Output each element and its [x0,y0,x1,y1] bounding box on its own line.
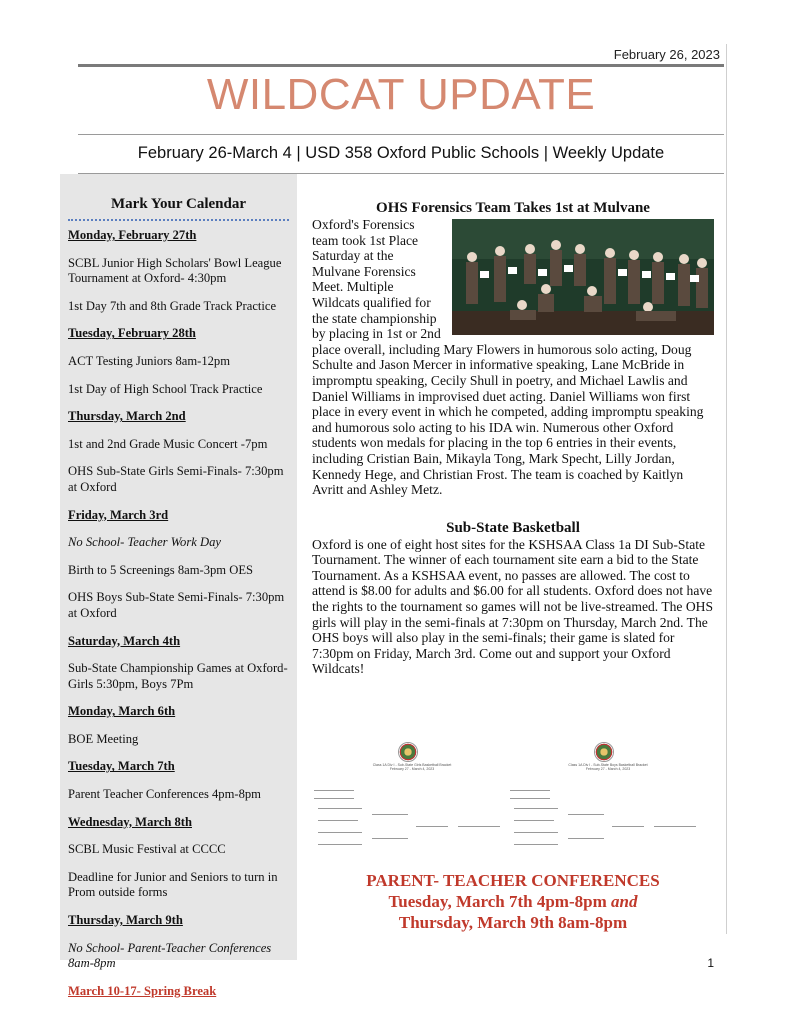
calendar-day: Monday, February 27th [68,228,197,242]
kshsaa-seal-icon [398,742,418,762]
calendar-day: Monday, March 6th [68,704,176,719]
newsletter-subtitle: February 26-March 4 | USD 358 Oxford Public Schools | Weekly Update [137,144,665,162]
calendar-event: 1st Day 7th and 8th Grade Track Practice [68,298,277,313]
calendar-event: 1st Day of High School Track Practice [68,381,263,396]
bracket-images [312,738,722,858]
calendar-day: Thursday, March 2nd [68,409,186,424]
title-divider [78,134,724,135]
calendar-event: Birth to 5 Screenings 8am-3pm OES [68,562,254,577]
calendar-event: 1st and 2nd Grade Music Concert -7pm [68,436,268,451]
girls-bracket [312,738,508,856]
conferences-tuesday [312,891,714,912]
bracket-title-text: Class 1A Div I - Sub-State Girls Basketball Bracket [372,763,452,767]
forensics-body: Oxford's Forensics team took 1st Place Saturday at the Mulvane Forensics Meet. Multiple Wildcats qualified for the state championship by placing in 1st or 2nd place overall, including Mary Flowers in humorous solo acting, Doug Schulte and Jason Mercer in informative speaking, Lane McBride in impromptu speaking, Cecily Shull in poetry, and Michael Lawlis and Daniel Williams in improvised duet acting. Daniel Williams won first place in every event in which he competed, adding impromptu speaking and humorous solo acting to his IDA win. Numerous other Oxford students won medals for placing in the top 6 entries in their events, including Cristian Bain, Mikayla Tong, Mark Specht, Lilly Jordan, Kennedy Hege, and Christian Frost. The team is coached by Kaitlyn Avritt and Ashley Metz. [312,217,704,498]
calendar-event: SCBL Music Festival at CCCC [68,842,226,857]
bracket-dates-text: February 27 - March 4, 2023 [585,767,631,771]
bracket-dates-text: February 27 - March 4, 2023 [389,767,435,771]
basketball-heading: Sub-State Basketball [446,519,580,536]
calendar-day: Thursday, March 9th [68,913,183,928]
conferences-heading: PARENT- TEACHER CONFERENCES [366,871,660,890]
main-column [312,200,714,677]
dotted-divider [68,219,289,221]
issue-date: February 26, 2023 [613,47,720,62]
calendar-heading: Mark Your Calendar [111,196,246,212]
calendar-event: BOE Meeting [68,731,139,746]
boys-bracket [508,738,704,856]
conferences-tuesday-text: Tuesday, March 7th 4pm-8pm [388,892,611,911]
calendar-day: Wednesday, March 8th [68,814,192,829]
calendar-event: Parent Teacher Conferences 4pm-8pm [68,787,261,802]
calendar-day: Saturday, March 4th [68,633,181,648]
basketball-body: Oxford is one of eight host sites for the KSHSAA Class 1a DI Sub-State Tournament. The winner of each tournament site earn a bid to the State Tournament. As a KSHSAA event, no passes are allowed. The cost to attend is $8.00 for adults and $6.00 for all students. Oxford does not have the rights to the tournament so games will not be live-streamed. The OHS girls will play in the semi-finals at 7:30pm on Thursday, March 2nd. The OHS boys will also play in the semi-finals; their game is slated for 7:30pm on Friday, March 3rd. Come out and support your Oxford Wildcats! [312,536,714,677]
girls-bracket-title [342,763,482,771]
newsletter-title: WILDCAT UPDATE [206,70,596,119]
forensics-article [312,217,714,498]
team-photo-image [452,219,714,335]
calendar-event: OHS Boys Sub-State Semi-Finals- 7:30pm at Oxford [68,590,285,620]
calendar-day: Friday, March 3rd [68,507,169,522]
page-border-line [726,44,727,934]
calendar-list [68,228,293,1011]
kshsaa-seal-icon [594,742,614,762]
calendar-event: No School- Teacher Work Day [68,535,221,550]
calendar-sidebar [60,174,297,998]
calendar-event: OHS Sub-State Girls Semi-Finals- 7:30pm at Oxford [68,464,284,494]
header-top-bar [78,64,724,67]
calendar-day: Tuesday, March 7th [68,759,175,774]
calendar-event: Sub-State Championship Games at Oxford- Girls 5:30pm, Boys 7Pm [68,661,288,691]
calendar-event: No School- Parent-Teacher Conferences 8am-8pm [68,940,272,971]
calendar-event: ACT Testing Juniors 8am-12pm [68,353,231,368]
calendar-event: Deadline for Junior and Seniors to turn in Prom outside forms [68,869,278,900]
boys-bracket-title [538,763,678,771]
conferences-notice [312,870,714,933]
forensics-heading: OHS Forensics Team Takes 1st at Mulvane [376,200,650,216]
bracket-title-text: Class 1A Div I - Sub-State Boys Basketball Bracket [568,763,648,767]
calendar-event: SCBL Junior High Scholars' Bowl League Tournament at Oxford- 4:30pm [68,255,282,286]
page-number: 1 [707,956,714,970]
conferences-thursday: Thursday, March 9th 8am-8pm [398,913,628,932]
forensics-team-photo [452,219,714,335]
spring-break-link[interactable]: March 10-17- Spring Break [68,983,217,998]
conferences-and-text: and [610,892,638,911]
calendar-day: Tuesday, February 28th [68,326,196,341]
